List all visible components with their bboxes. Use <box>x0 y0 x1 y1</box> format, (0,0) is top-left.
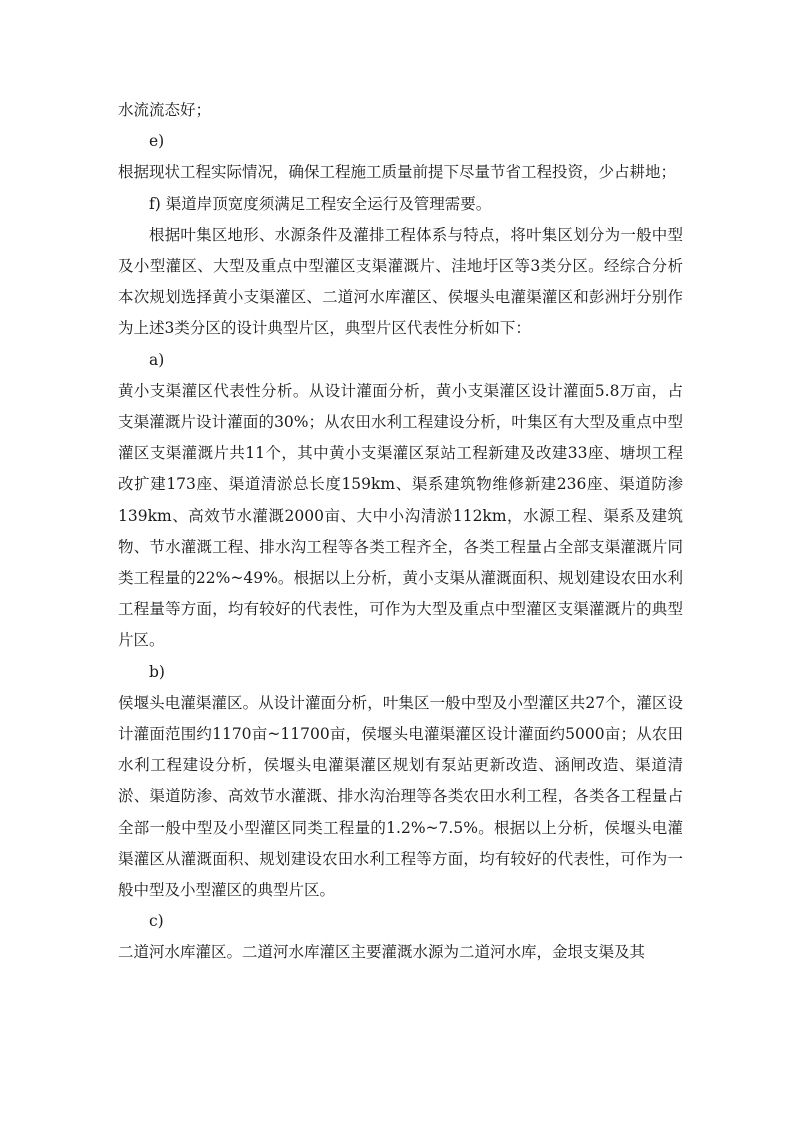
list-marker: a) <box>149 350 165 369</box>
list-marker: b) <box>149 662 165 681</box>
list-marker: e) <box>149 132 165 151</box>
paragraph: 侯堰头电灌渠灌区。从设计灌面分析，叶集区一般中型及小型灌区共27个，灌区设计灌面范围约1170亩~11700亩，侯堰头电灌渠灌区设计灌面约5000亩；从农田水利工程建设分析，侯堰头电灌渠灌区规划有泵站更新改造、涵闸改造、渠道清淤、渠道防渗、高效节水灌溉、排水沟治理等各类农田水利工程，各类各工程量占全部一般中型及小型灌区同类工程量的1.2%~7.5%。根据以上分析，侯堰头电灌渠灌区从灌溉面积、规划建设农田水利工程等方面，均有较好的代表性，可作为一般中型及小型灌区的典型片区。 <box>118 693 683 900</box>
document-body <box>118 95 683 969</box>
paragraph: 二道河水库灌区。二道河水库灌区主要灌溉水源为二道河水库，金垠支渠及其 <box>118 943 646 962</box>
list-marker: c) <box>149 912 164 931</box>
paragraph: 根据现状工程实际情况，确保工程施工质量前提下尽量节省工程投资，少占耕地； <box>118 163 677 182</box>
text-line: 水流流态好； <box>118 101 212 119</box>
list-item: f) 渠道岸顶宽度须满足工程安全运行及管理需要。 <box>149 194 492 213</box>
paragraph: 黄小支渠灌区代表性分析。从设计灌面分析，黄小支渠灌区设计灌面5.8万亩，占支渠灌溉片设计灌面的30%；从农田水利工程建设分析，叶集区有大型及重点中型灌区支渠灌溉片共11个，其中黄小支渠灌区泵站工程新建及改建33座、塘坝工程改扩建173座、渠道清淤总长度159km、渠系建筑物维修新建236座、渠道防渗139km、高效节水灌溉2000亩、大中小沟清淤112km，水源工程、渠系及建筑物、节水灌溉工程、排水沟工程等各类工程齐全，各类工程量占全部支渠灌溉片同类工程量的22%~49%。根据以上分析，黄小支渠从灌溉面积、规划建设农田水利工程量等方面，均有较好的代表性，可作为大型及重点中型灌区支渠灌溉片的典型片区。 <box>118 381 683 650</box>
paragraph: 根据叶集区地形、水源条件及灌排工程体系与特点，将叶集区划分为一般中型及小型灌区、大型及重点中型灌区支渠灌溉片、洼地圩区等3类分区。经综合分析本次规划选择黄小支渠灌区、二道河水库灌区、侯堰头电灌渠灌区和彭洲圩分别作为上述3类分区的设计典型片区，典型片区代表性分析如下： <box>118 225 683 338</box>
